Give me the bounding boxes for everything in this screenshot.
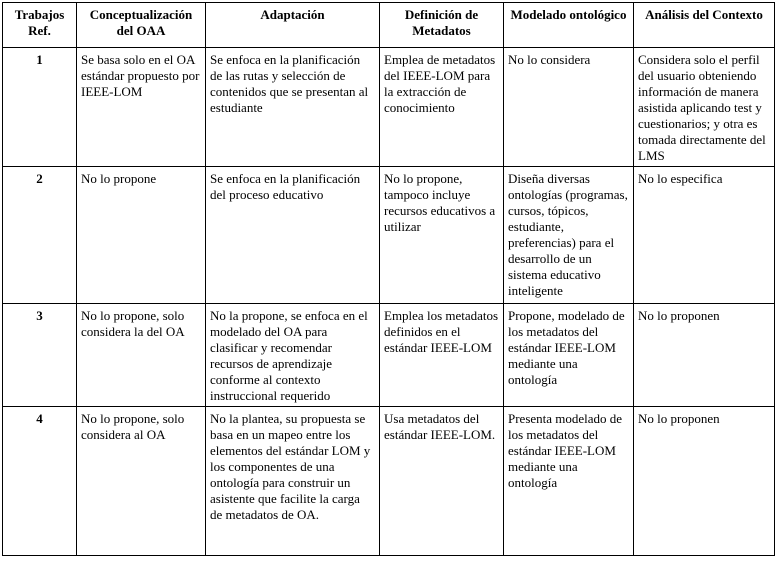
table-row	[3, 304, 775, 407]
cell-adaptacion: Se enfoca en la planificación del proceso educativo	[206, 167, 380, 304]
table-row	[3, 407, 775, 556]
cell-definicion-metadatos: Emplea los metadatos definidos en el estándar IEEE-LOM	[380, 304, 504, 407]
header-analisis-contexto: Análisis del Contexto	[634, 3, 775, 48]
header-definicion-metadatos: Definición de Metadatos	[380, 3, 504, 48]
cell-modelado-ontologico: Diseña diversas ontologías (programas, cursos, tópicos, estudiante, preferencias) para el desarrollo de un sistema educativo inteligente	[504, 167, 634, 304]
cell-conceptualizacion: No lo propone, solo considera la del OA	[77, 304, 206, 407]
cell-conceptualizacion: No lo propone, solo considera al OA	[77, 407, 206, 556]
cell-definicion-metadatos: Usa metadatos del estándar IEEE-LOM.	[380, 407, 504, 556]
cell-adaptacion: Se enfoca en la planificación de las rutas y selección de contenidos que se presentan al estudiante	[206, 48, 380, 167]
table-row	[3, 48, 775, 167]
header-conceptualizacion: Conceptualización del OAA	[77, 3, 206, 48]
cell-modelado-ontologico: Presenta modelado de los metadatos del estándar IEEE-LOM mediante una ontología	[504, 407, 634, 556]
cell-modelado-ontologico: No lo considera	[504, 48, 634, 167]
header-adaptacion: Adaptación	[206, 3, 380, 48]
row-ref: 1	[3, 48, 77, 167]
row-ref: 4	[3, 407, 77, 556]
header-row	[3, 3, 775, 48]
cell-modelado-ontologico: Propone, modelado de los metadatos del estándar IEEE-LOM mediante una ontología	[504, 304, 634, 407]
cell-analisis-contexto: Considera solo el perfil del usuario obteniendo información de manera asistida aplicando test y cuestionarios; y otra es tomada directamente del LMS	[634, 48, 775, 167]
cell-adaptacion: No la plantea, su propuesta se basa en un mapeo entre los elementos del estándar LOM y los componentes de una ontología para construir un asistente que facilite la carga de metadatos de OA.	[206, 407, 380, 556]
comparison-table	[2, 2, 775, 556]
table-body	[3, 48, 775, 556]
cell-conceptualizacion: Se basa solo en el OA estándar propuesto por IEEE-LOM	[77, 48, 206, 167]
row-ref: 2	[3, 167, 77, 304]
cell-adaptacion: No la propone, se enfoca en el modelado del OA para clasificar y recomendar recursos de aprendizaje conforme al contexto instruccional requerido	[206, 304, 380, 407]
cell-definicion-metadatos: Emplea de metadatos del IEEE-LOM para la extracción de conocimiento	[380, 48, 504, 167]
cell-definicion-metadatos: No lo propone, tampoco incluye recursos educativos a utilizar	[380, 167, 504, 304]
row-ref: 3	[3, 304, 77, 407]
cell-analisis-contexto: No lo proponen	[634, 304, 775, 407]
table-row	[3, 167, 775, 304]
header-modelado-ontologico: Modelado ontológico	[504, 3, 634, 48]
table-header	[3, 3, 775, 48]
cell-analisis-contexto: No lo proponen	[634, 407, 775, 556]
header-trabajos-ref: Trabajos Ref.	[3, 3, 77, 48]
cell-conceptualizacion: No lo propone	[77, 167, 206, 304]
cell-analisis-contexto: No lo especifica	[634, 167, 775, 304]
